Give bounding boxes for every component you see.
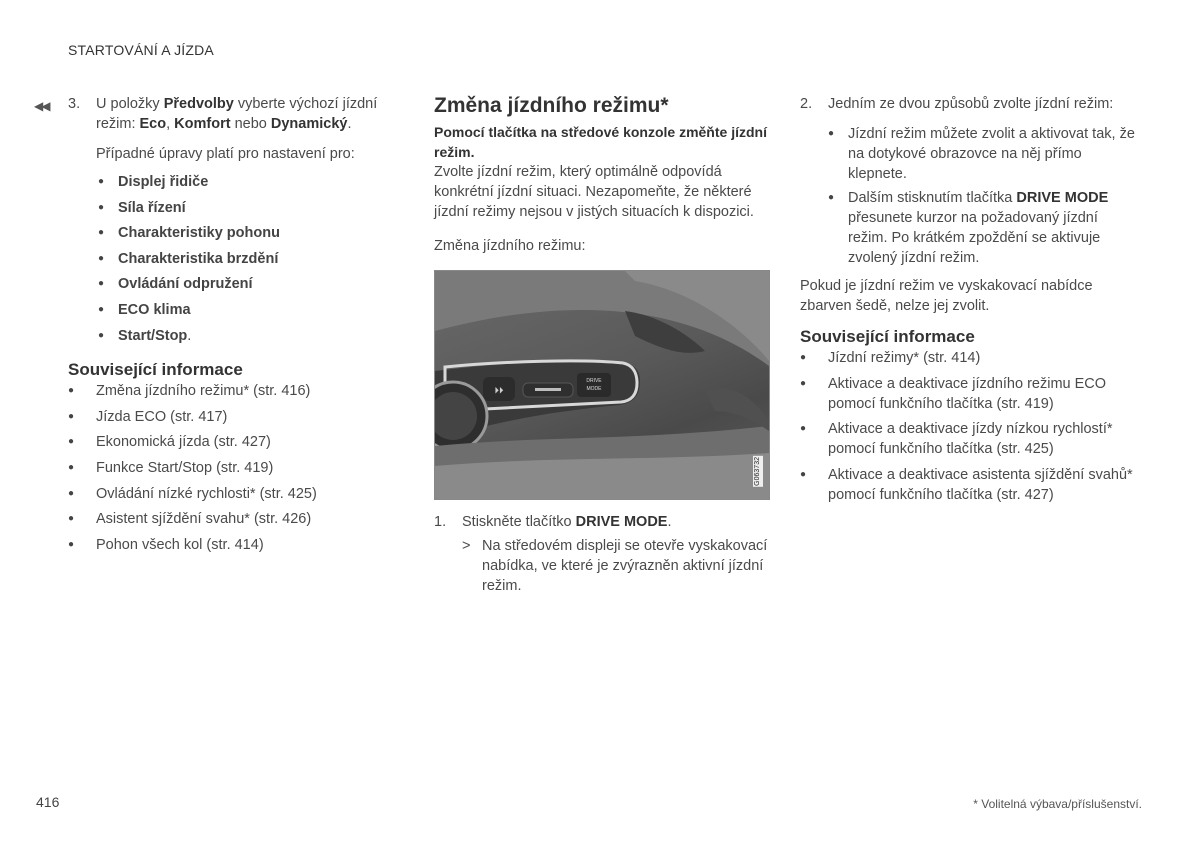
text-part: U položky bbox=[96, 96, 164, 112]
step-1-result bbox=[434, 536, 770, 596]
related-link[interactable]: ● Funkce Start/Stop (str. 419) bbox=[68, 458, 398, 478]
step-number: 2. bbox=[800, 96, 813, 112]
console-illustration bbox=[435, 271, 769, 499]
text-bold: Předvolby bbox=[163, 96, 234, 112]
column-2 bbox=[434, 94, 770, 596]
text-bold: DRIVE MODE bbox=[575, 514, 668, 530]
related-link[interactable]: ● Aktivace a deaktivace asistenta sjíždění svahů* pomocí funkčního tlačítka (str. 427) bbox=[800, 465, 1140, 505]
text-bold: Start/Stop bbox=[118, 327, 188, 344]
text-bold: DRIVE MODE bbox=[1016, 190, 1109, 206]
figure-code: G063732 bbox=[754, 457, 761, 486]
text-bold: Eco bbox=[139, 116, 167, 132]
list-item bbox=[98, 326, 398, 352]
related-link[interactable]: ● Ovládání nízké rychlosti* (str. 425) bbox=[68, 484, 398, 504]
step-number: 1. bbox=[434, 514, 447, 530]
footer-note: * Volitelná výbava/příslušenství. bbox=[973, 797, 1142, 811]
list-item: ● Síla řízení bbox=[98, 198, 398, 224]
step-number: 3. bbox=[68, 96, 81, 112]
text-part: vyberte výchozí jízdní režim: bbox=[96, 96, 378, 132]
drive-mode-figure bbox=[434, 270, 770, 500]
list-item bbox=[828, 188, 1140, 268]
related-heading: Související informace bbox=[800, 327, 975, 346]
svg-text:⏵⏵: ⏵⏵ bbox=[494, 385, 504, 395]
svg-text:MODE: MODE bbox=[586, 386, 602, 392]
section-lead: Pomocí tlačítka na středové konzole změňte jízdní režim. bbox=[434, 124, 767, 160]
step-1 bbox=[434, 512, 770, 532]
drive-mode-button-label: DRIVE bbox=[586, 378, 602, 384]
list-item: ● Jízdní režim můžete zvolit a aktivovat tak, že na dotykové obrazovce na něj přímo klepnete. bbox=[828, 124, 1140, 184]
related-heading: Související informace bbox=[68, 360, 243, 380]
list-item: ● Ovládání odpružení bbox=[98, 274, 398, 300]
section-heading: Změna jízdního režimu* bbox=[434, 94, 669, 117]
options-list bbox=[800, 124, 1140, 268]
chapter-title: STARTOVÁNÍ A JÍZDA bbox=[68, 42, 214, 58]
back-arrows-icon: ◀◀ bbox=[34, 99, 49, 113]
step-2 bbox=[800, 94, 1140, 114]
text-part: přesunete kurzor na požadovaný jízdní režim. Po krátkém zpoždění se aktivuje zvolený jízdní režim. bbox=[848, 210, 1101, 266]
settings-intro: Případné úpravy platí pro nastavení pro: bbox=[96, 146, 355, 162]
list-item: ● Charakteristika brzdění bbox=[98, 249, 398, 275]
text-part: . bbox=[347, 116, 352, 132]
text-part: nebo bbox=[230, 116, 271, 132]
text-part: Stiskněte tlačítko bbox=[462, 514, 576, 530]
text-bold: Komfort bbox=[174, 116, 231, 132]
list-item: ● ECO klima bbox=[98, 300, 398, 326]
text-part: . bbox=[187, 327, 192, 344]
step-text: Jedním ze dvou způsobů zvolte jízdní režim: bbox=[828, 96, 1114, 112]
text-part: , bbox=[166, 116, 175, 132]
text-part: Dalším stisknutím tlačítka bbox=[848, 190, 1017, 206]
related-link[interactable]: ● Jízdní režimy* (str. 414) bbox=[800, 348, 1140, 368]
list-item: ● Displej řidiče bbox=[98, 172, 398, 198]
related-link[interactable]: ● Změna jízdního režimu* (str. 416) bbox=[68, 381, 398, 401]
list-item: ● Charakteristiky pohonu bbox=[98, 223, 398, 249]
result-arrow-icon: > bbox=[462, 538, 471, 554]
step-text bbox=[462, 512, 672, 532]
page-number: 416 bbox=[36, 794, 60, 810]
related-link[interactable]: ● Ekonomická jízda (str. 427) bbox=[68, 432, 398, 452]
related-link[interactable]: ● Aktivace a deaktivace jízdního režimu ECO pomocí funkčního tlačítka (str. 419) bbox=[800, 374, 1140, 414]
related-list bbox=[68, 381, 398, 555]
step-text bbox=[96, 94, 398, 134]
related-link[interactable]: ● Asistent sjíždění svahu* (str. 426) bbox=[68, 509, 398, 529]
column-3 bbox=[800, 94, 1140, 510]
section-body: Zvolte jízdní režim, který optimálně odpovídá konkrétní jízdní situaci. Nezapomeňte, že některé jízdní režimy nejsou v jistých situacích k dispozici. bbox=[434, 164, 754, 220]
related-link[interactable]: ● Aktivace a deaktivace jízdy nízkou rychlostí* pomocí funkčního tlačítka (str. 425) bbox=[800, 419, 1140, 459]
column-1 bbox=[68, 94, 398, 560]
text-bold: Dynamický bbox=[270, 116, 348, 132]
settings-list bbox=[68, 172, 398, 351]
figure-caption: Změna jízdního režimu: bbox=[434, 238, 586, 254]
related-list bbox=[800, 348, 1140, 505]
step-3 bbox=[68, 94, 398, 134]
related-link[interactable]: ● Pohon všech kol (str. 414) bbox=[68, 535, 398, 555]
result-text: Na středovém displeji se otevře vyskakovací nabídka, ve které je zvýrazněn aktivní jízdní režim. bbox=[482, 538, 768, 594]
related-link[interactable]: ● Jízda ECO (str. 417) bbox=[68, 407, 398, 427]
text-part: . bbox=[667, 514, 672, 530]
note-text: Pokud je jízdní režim ve vyskakovací nabídce zbarven šedě, nelze jej zvolit. bbox=[800, 278, 1093, 314]
